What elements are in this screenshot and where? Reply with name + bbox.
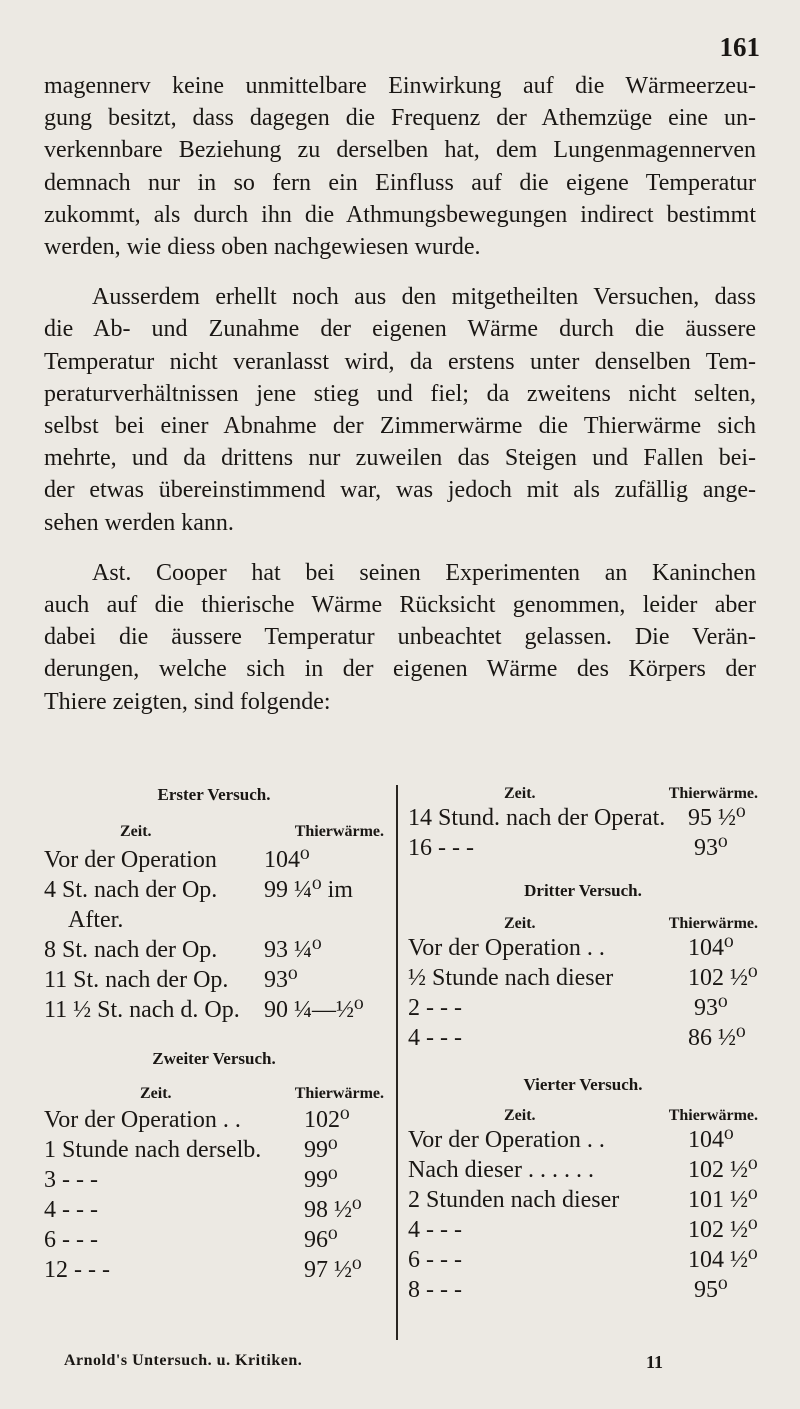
table-row [44, 1105, 384, 1135]
col-zeit: Zeit. [504, 915, 536, 932]
table-erster-fortsetzung [408, 785, 758, 863]
cell-waerme: 98 ½⁰ [304, 1197, 362, 1223]
text-line: verkennbare Beziehung zu derselben hat, dem Lungenmagennerven [44, 137, 756, 164]
table-header [408, 915, 758, 933]
cell-waerme: 101 ½⁰ [688, 1187, 758, 1213]
text-line: die Ab- und Zunahme der eigenen Wärme durch die äussere [44, 316, 756, 343]
cell-zeit: 4 - - - [44, 1197, 98, 1223]
table-header [44, 823, 384, 841]
col-waerme: Thierwärme. [668, 785, 758, 802]
table-row [408, 963, 758, 993]
table-row [44, 1165, 384, 1195]
text-line: magennerv keine unmittelbare Einwirkung auf die Wärmeerzeu- [44, 73, 756, 99]
table-row [408, 803, 758, 833]
table-zweiter [44, 1049, 384, 1285]
table-row [44, 965, 384, 995]
text-line: Ausserdem erhellt noch aus den mitgetheilten Versuchen, dass [92, 284, 756, 311]
table-row [44, 1195, 384, 1225]
table-dritter [408, 881, 758, 1053]
text-line: demnach nur in so fern ein Einfluss auf die eigene Temperatur [44, 169, 756, 196]
cell-zeit: Vor der Operation . . [44, 1107, 241, 1133]
cell-waerme: 104⁰ [264, 847, 310, 873]
cell-waerme: 104 ½⁰ [688, 1247, 758, 1273]
cell-waerme [264, 905, 384, 935]
cell-waerme: 93⁰ [694, 835, 728, 861]
cell-zeit: 1 Stunde nach derselb. [44, 1137, 262, 1163]
table-row [408, 833, 758, 863]
table-title: Dritter Versuch. [524, 881, 642, 900]
table-row [408, 1275, 758, 1305]
cell-zeit: 14 Stund. nach der Operat. [408, 805, 666, 831]
body-text [44, 70, 756, 718]
cell-waerme: 93 ¼⁰ [264, 937, 322, 963]
cell-zeit: 11 St. nach der Op. [44, 967, 229, 993]
cell-waerme: 93⁰ [264, 967, 298, 993]
table-row [408, 1155, 758, 1185]
text-line: selbst bei einer Abnahme der Zimmerwärme die Thierwärme sich [44, 413, 756, 440]
table-row [408, 1125, 758, 1155]
paragraph-1 [44, 70, 756, 263]
col-waerme: Thierwärme. [294, 823, 384, 840]
cell-zeit: 8 - - - [408, 1277, 462, 1303]
cell-zeit: 6 - - - [44, 1227, 98, 1253]
cell-zeit: 12 - - - [44, 1257, 110, 1283]
table-row [44, 845, 384, 875]
text-line: peraturverhältnissen jene stieg und fiel; da zweitens nicht selten, [44, 380, 756, 407]
table-row [44, 905, 384, 935]
footer-sheet-number: 11 [646, 1352, 664, 1372]
text-line: zukommt, als durch ihn die Athmungsbewegungen indirect bestimmt [44, 201, 756, 228]
cell-zeit: 6 - - - [408, 1247, 462, 1273]
cell-zeit: Nach dieser . . . . . . [408, 1157, 594, 1183]
cell-zeit: 4 - - - [408, 1217, 462, 1243]
text-line: derungen, welche sich in der eigenen Wärme des Körpers der [44, 656, 756, 683]
table-row [44, 935, 384, 965]
cell-zeit: 4 - - - [408, 1025, 462, 1051]
cell-waerme: 104⁰ [688, 1127, 734, 1153]
table-row [408, 933, 758, 963]
col-waerme: Thierwärme. [668, 915, 758, 932]
cell-waerme: 99 ¼⁰ im [264, 877, 353, 903]
cell-waerme: 99⁰ [304, 1167, 338, 1193]
table-row [44, 995, 384, 1025]
text-line: der etwas übereinstimmend war, was jedoch mit als zufällig ange- [44, 477, 756, 504]
cell-zeit: After. [68, 907, 124, 933]
cell-waerme: 95⁰ [694, 1277, 728, 1303]
cell-waerme: 102 ½⁰ [688, 965, 758, 991]
col-waerme: Thierwärme. [668, 1107, 758, 1124]
text-line: mehrte, und da drittens nur zuweilen das Steigen und Fallen bei- [44, 445, 756, 472]
table-title: Erster Versuch. [157, 785, 271, 804]
text-line: Ast. Cooper hat bei seinen Experimenten an Kaninchen [92, 559, 756, 586]
cell-waerme: 97 ½⁰ [304, 1257, 362, 1283]
col-zeit: Zeit. [504, 785, 536, 802]
cell-zeit: 8 St. nach der Op. [44, 937, 218, 963]
col-zeit: Zeit. [120, 823, 152, 840]
text-line: Thiere zeigten, sind folgende: [44, 688, 331, 715]
table-header [408, 1107, 758, 1125]
table-row [408, 993, 758, 1023]
text-line: Temperatur nicht veranlasst wird, da erstens unter denselben Tem- [44, 348, 756, 375]
col-zeit: Zeit. [140, 1085, 172, 1102]
table-header [408, 785, 758, 803]
text-line: gung besitzt, dass dagegen die Frequenz der Athemzüge eine un- [44, 105, 756, 132]
table-title: Zweiter Versuch. [152, 1049, 276, 1068]
experiment-tables [44, 785, 756, 1345]
text-line: dabei die äussere Temperatur unbeachtet gelassen. Die Verän- [44, 624, 756, 651]
cell-waerme: 102⁰ [304, 1107, 350, 1133]
table-vierter [408, 1075, 758, 1305]
cell-zeit: 4 St. nach der Op. [44, 877, 218, 903]
table-row [408, 1215, 758, 1245]
cell-zeit: Vor der Operation [44, 847, 217, 873]
cell-zeit: 3 - - - [44, 1167, 98, 1193]
paragraph-3 [44, 557, 756, 718]
table-row [44, 1135, 384, 1165]
cell-zeit: Vor der Operation . . [408, 935, 605, 961]
right-column [408, 785, 758, 1305]
cell-waerme: 90 ¼—½⁰ [264, 997, 364, 1023]
footer-signature: Arnold's Untersuch. u. Kritiken. [64, 1352, 303, 1369]
cell-waerme: 95 ½⁰ [688, 805, 746, 831]
table-erster [44, 785, 384, 1025]
cell-zeit: 2 - - - [408, 995, 462, 1021]
cell-zeit: 16 - - - [408, 835, 474, 861]
table-row [44, 875, 384, 905]
cell-zeit: Vor der Operation . . [408, 1127, 605, 1153]
cell-waerme: 102 ½⁰ [688, 1157, 758, 1183]
cell-zeit: ½ Stunde nach dieser [408, 965, 614, 991]
page-number: 161 [719, 32, 760, 62]
text-line: auch auf die thierische Wärme Rücksicht genommen, leider aber [44, 592, 756, 619]
cell-zeit: 2 Stunden nach dieser [408, 1187, 620, 1213]
table-row [44, 1225, 384, 1255]
paragraph-2 [44, 281, 756, 539]
column-divider [396, 785, 398, 1340]
table-row [408, 1023, 758, 1053]
left-column [44, 785, 384, 1285]
cell-waerme: 93⁰ [694, 995, 728, 1021]
col-zeit: Zeit. [504, 1107, 536, 1124]
table-row [44, 1255, 384, 1285]
cell-zeit: 11 ½ St. nach d. Op. [44, 997, 240, 1023]
cell-waerme: 96⁰ [304, 1227, 338, 1253]
table-row [408, 1185, 758, 1215]
col-waerme: Thierwärme. [294, 1085, 384, 1102]
table-row [408, 1245, 758, 1275]
cell-waerme: 86 ½⁰ [688, 1025, 746, 1051]
cell-waerme: 102 ½⁰ [688, 1217, 758, 1243]
text-line: werden, wie diess oben nachgewiesen wurde. [44, 234, 481, 261]
cell-waerme: 104⁰ [688, 935, 734, 961]
cell-waerme: 99⁰ [304, 1137, 338, 1163]
text-line: sehen werden kann. [44, 509, 234, 536]
table-title: Vierter Versuch. [523, 1075, 643, 1094]
table-header [44, 1085, 384, 1103]
